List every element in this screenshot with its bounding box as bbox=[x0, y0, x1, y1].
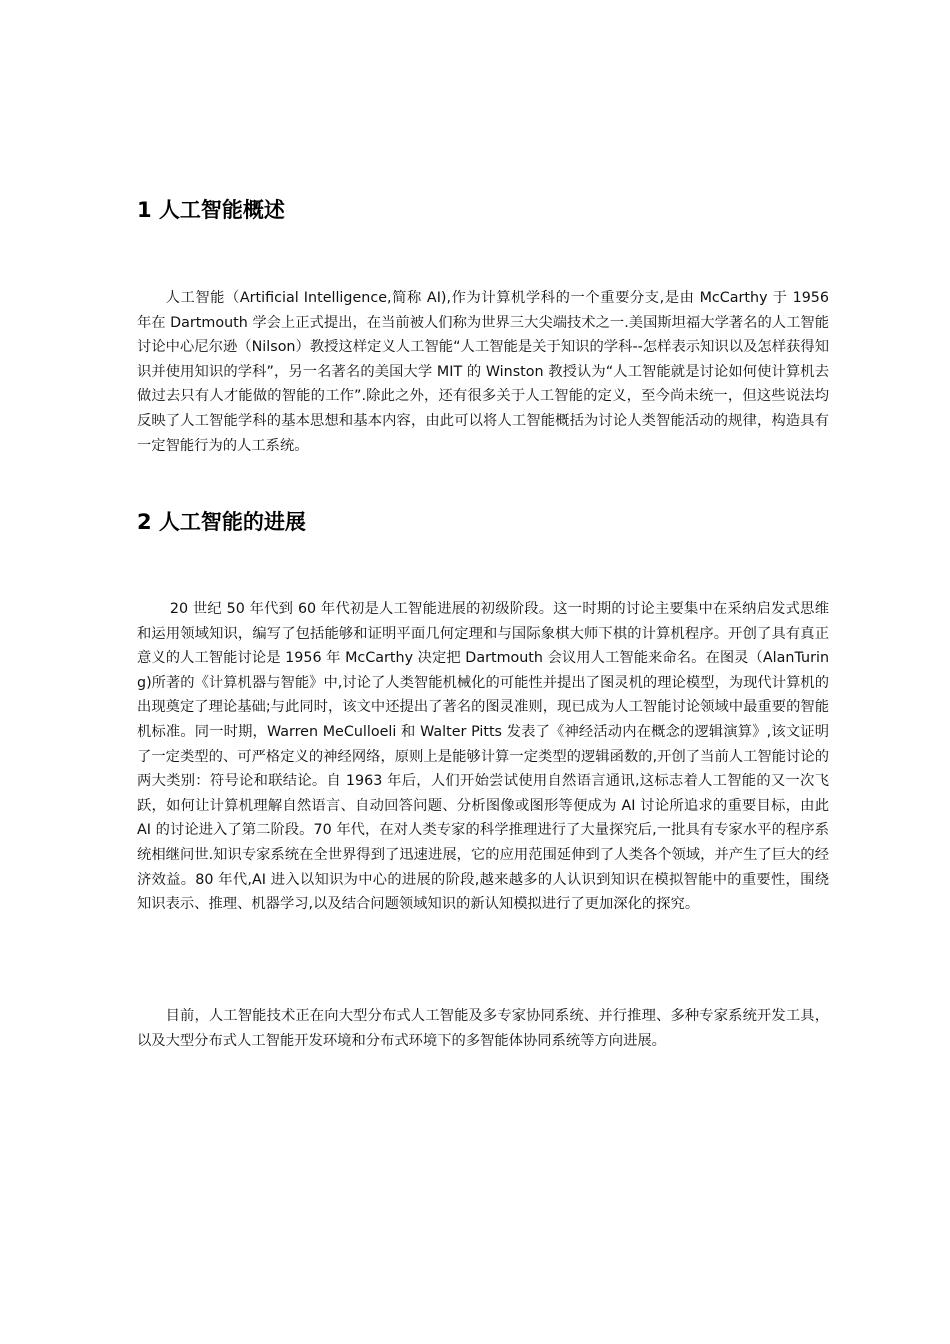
paragraph: 人工智能（Artificial Intelligence,简称 AI),作为计算机学科的一个重要分支,是由 McCarthy 于 1956 年在 Dartmouth 学会上正式提出，在当前被人们称为世界三大尖端技术之一.美国斯坦福大学著名的人工智能讨论中心尼尔逊（Nilson）教授这样定义人工智能“人工智能是关于知识的学科--怎样表示知识以及怎样获得知识并使用知识的学科”，另一名著名的美国大学 MIT 的 Winston 教授认为“人工智能就是讨论如何使计算机去做过去只有人才能做的智能的工作”.除此之外，还有很多关于人工智能的定义，至今尚未统一，但这些说法均反映了人工智能学科的基本思想和基本内容，由此可以将人工智能概括为讨论人类智能活动的规律，构造具有一定智能行为的人工系统。 bbox=[137, 290, 829, 454]
section-heading: 2 人工智能的进展 bbox=[137, 510, 306, 534]
paragraph: 目前，人工智能技术正在向大型分布式人工智能及多专家协同系统、并行推理、多种专家系统开发工具，以及大型分布式人工智能开发环境和分布式环境下的多智能体协同系统等方向进展。 bbox=[137, 1008, 829, 1049]
section-heading: 1 人工智能概述 bbox=[137, 198, 285, 222]
paragraph: 20 世纪 50 年代到 60 年代初是人工智能进展的初级阶段。这一时期的讨论主要集中在采纳启发式思维和运用领域知识，编写了包括能够和证明平面几何定理和与国际象棋大师下棋的计算机程序。开创了具有真正意义的人工智能讨论是 1956 年 McCarthy 决定把 Dartmouth 会议用人工智能来命名。在图灵（AlanTuring)所著的《计算机器与智能》中,讨论了人类智能机械化的可能性并提出了图灵机的理论模型，为现代计算机的出现奠定了理论基础;与此同时，该文中还提出了著名的图灵准则，现已成为人工智能讨论领域中最重要的智能机标准。同一时期，Warren MeCulloeli 和 Walter Pitts 发表了《神经活动内在概念的逻辑演算》,该文证明了一定类型的、可严格定义的神经网络，原则上是能够计算一定类型的逻辑函数的,开创了当前人工智能讨论的两大类别：符号论和联结论。自 1963 年后，人们开始尝试使用自然语言通讯,这标志着人工智能的又一次飞跃，如何让计算机理解自然语言、自动回答问题、分析图像或图形等便成为 AI 讨论所追求的重要目标，由此 AI 的讨论进入了第二阶段。70 年代，在对人类专家的科学推理进行了大量探究后,一批具有专家水平的程序系统相继问世.知识专家系统在全世界得到了迅速进展，它的应用范围延伸到了人类各个领域，并产生了巨大的经济效益。80 年代,AI 进入以知识为中心的进展的阶段,越来越多的人认识到知识在模拟智能中的重要性，围绕知识表示、推理、机器学习,以及结合问题领域知识的新认知模拟进行了更加深化的探究。 bbox=[137, 601, 829, 913]
